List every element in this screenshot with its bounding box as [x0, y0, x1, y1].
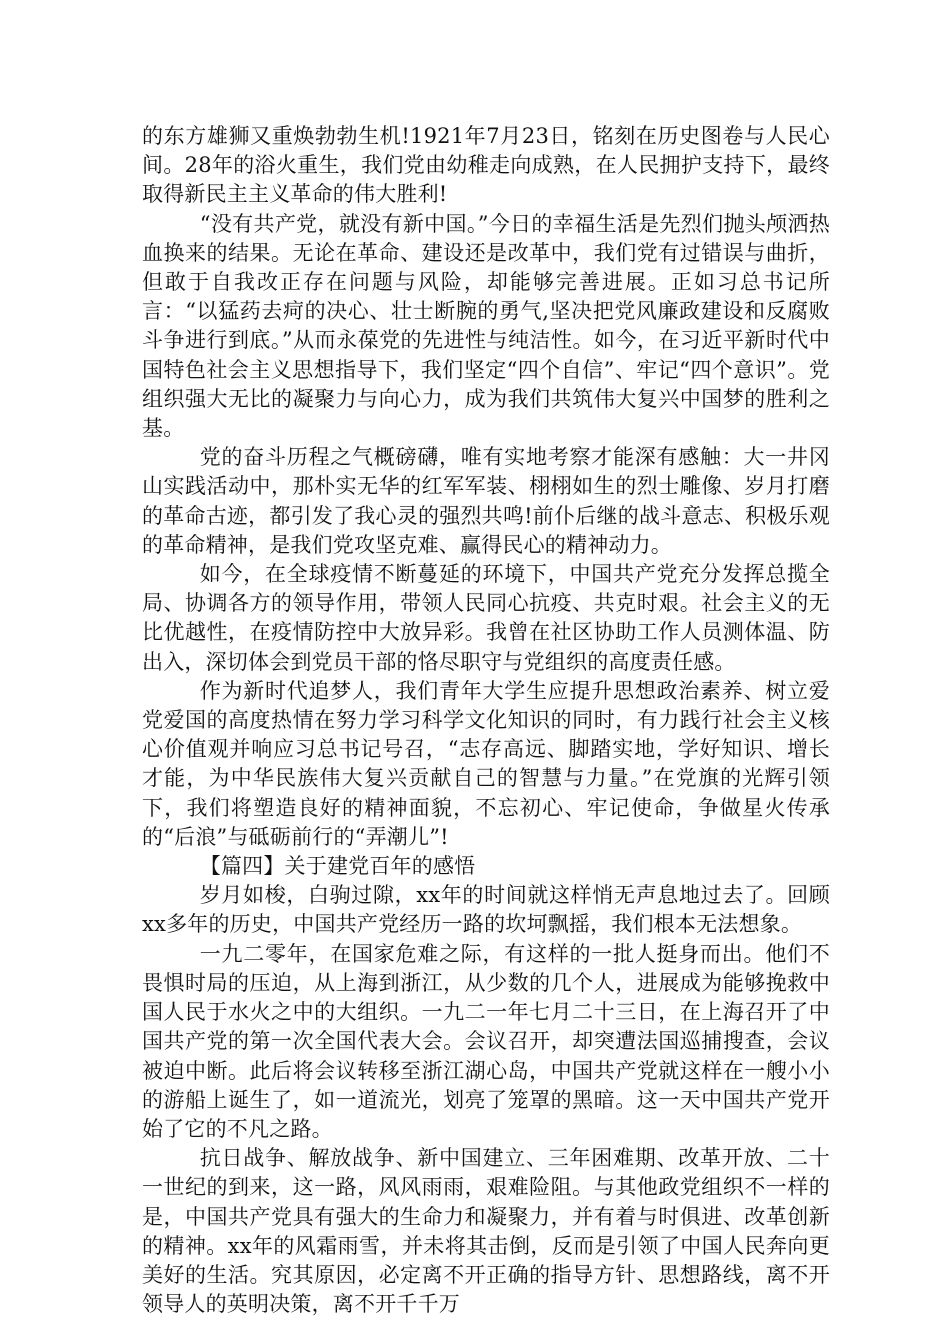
paragraph-1920: 一九二零年，在国家危难之际，有这样的一批人挺身而出。他们不畏惧时局的压迫，从上海到浙江，从少数的几个人，进展成为能够挽救中国人民于水火之中的大组织。一九二一年七月二十三日，在上海召开了中国共产党的第一次全国代表大会。会议召开，却突遭法国巡捕搜查，会议被迫中断。此后将会议转移至浙江湖心岛，中国共产党就这样在一艘小小的游船上诞生了，如一道流光，划亮了笼罩的黑暗。这一天中国共产党开始了它的不凡之路。 [142, 941, 830, 1141]
paragraph-jinggangshan: 党的奋斗历程之气概磅礴，唯有实地考察才能深有感触：大一井冈山实践活动中，那朴实无华的红军军装、栩栩如生的烈士雕像、岁月打磨的革命古迹，都引发了我心灵的强烈共鸣!前仆后继的战斗意志、积极乐观的革命精神，是我们党攻坚克难、赢得民心的精神动力。 [142, 445, 830, 557]
paragraph-pandemic: 如今，在全球疫情不断蔓延的环境下，中国共产党充分发挥总揽全局、协调各方的领导作用，带领人民同心抗疫、共克时艰。社会主义的无比优越性，在疫情防控中大放异彩。我曾在社区协助工作人员测体温、防出入，深切体会到党员干部的恪尽职守与党组织的高度责任感。 [142, 562, 830, 674]
section-heading: 【篇四】关于建党百年的感悟 [199, 854, 476, 879]
paragraph-time: 岁月如梭，白驹过隙，xx年的时间就这样悄无声息地过去了。回顾xx多年的历史，中国共产党经历一路的坎坷飘摇，我们根本无法想象。 [142, 883, 830, 937]
paragraph-history: 抗日战争、解放战争、新中国建立、三年困难期、改革开放、二十一世纪的到来，这一路，风风雨雨，艰难险阻。与其他政党组织不一样的是，中国共产党具有强大的生命力和凝聚力，并有着与时俱进、改革创新的精神。xx年的风霜雨雪，并未将其击倒，反而是引领了中国人民奔向更美好的生活。究其原因，必定离不开正确的指导方针、思想路线，离不开领导人的英明决策，离不开千千万 [142, 1146, 830, 1317]
paragraph-continuation: 的东方雄狮又重焕勃勃生机!1921年7月23日，铭刻在历史图卷与人民心间。28年的浴火重生，我们党由幼稚走向成熟，在人民拥护支持下，最终取得新民主主义革命的伟大胜利! [142, 124, 830, 207]
paragraph-youth: 作为新时代追梦人，我们青年大学生应提升思想政治素养、树立爱党爱国的高度热情在努力学习科学文化知识的同时，有力践行社会主义核心价值观并响应习总书记号召，“志存高远、脚踏实地，学好知识、增长才能，为中华民族伟大复兴贡献自己的智慧与力量。”在党旗的光辉引领下，我们将塑造良好的精神面貌，不忘初心、牢记使命，争做星火传承的“后浪”与砥砺前行的“弄潮儿”! [142, 678, 830, 849]
paragraph-quote-party: “没有共产党，就没有新中国。”今日的幸福生活是先烈们抛头颅洒热血换来的结果。无论在革命、建设还是改革中，我们党有过错误与曲折，但敢于自我改正存在问题与风险，却能够完善进展。正如习总书记所言：“以猛药去疴的决心、壮士断腕的勇气,坚决把党风廉政建设和反腐败斗争进行到底。”从而永葆党的先进性与纯洁性。如今，在习近平新时代中国特色社会主义思想指导下，我们坚定“四个自信”、牢记“四个意识”。党组织强大无比的凝聚力与向心力，成为我们共筑伟大复兴中国梦的胜利之基。 [142, 211, 830, 441]
document-page [142, 122, 830, 1319]
